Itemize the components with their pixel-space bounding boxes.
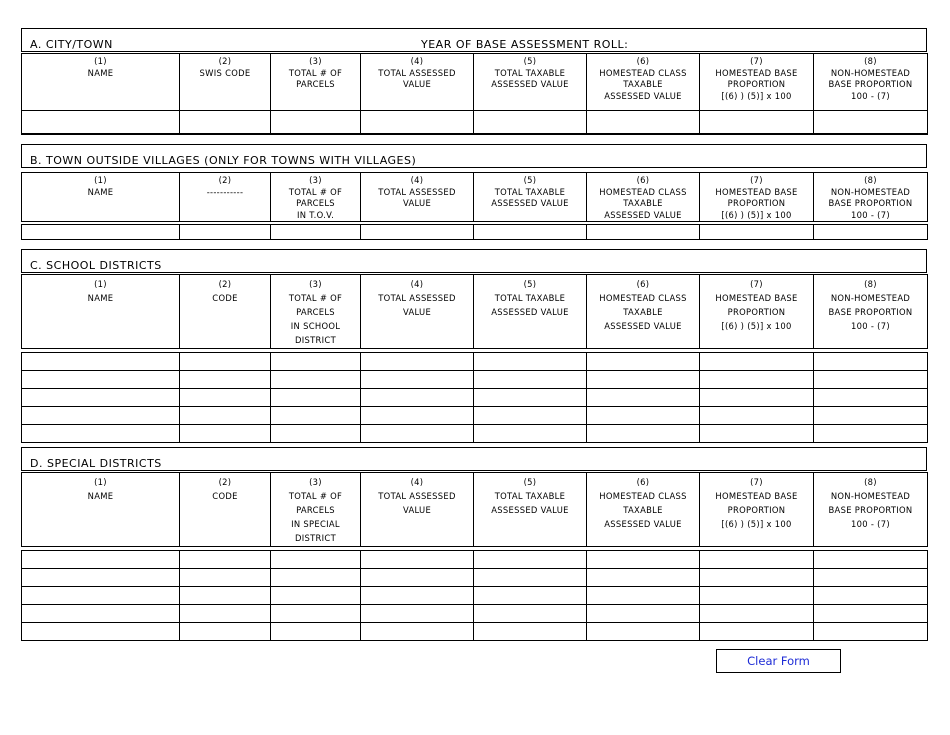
section-d-cell-input[interactable] <box>814 605 928 623</box>
section-c-cell-input[interactable] <box>474 389 587 407</box>
section-c-cell-input[interactable] <box>271 407 361 425</box>
section-d-cell-input[interactable] <box>180 551 271 569</box>
header-line: HOMESTEAD BASE <box>715 293 798 303</box>
header-line: (7) <box>750 279 763 289</box>
header-line: (8) <box>864 56 877 66</box>
section-c-cell-input[interactable] <box>700 353 814 371</box>
header-line: NAME <box>87 293 114 303</box>
section-d-cell-input[interactable] <box>700 569 814 587</box>
section-a-city-town <box>21 28 927 136</box>
section-a-cell-input[interactable] <box>271 111 361 135</box>
header-line: TOTAL TAXABLE <box>494 491 566 501</box>
header-line: NON-HOMESTEAD <box>830 186 911 197</box>
section-d-header <box>21 472 928 547</box>
header-line: HOMESTEAD CLASS <box>599 293 687 303</box>
section-d-cell-input[interactable] <box>361 551 474 569</box>
header-line: NAME <box>87 67 114 78</box>
section-d-cell-input[interactable] <box>361 623 474 641</box>
section-b-cell-input[interactable] <box>700 225 814 240</box>
header-line: TOTAL ASSESSED <box>378 491 456 501</box>
section-d-cell-input[interactable] <box>700 587 814 605</box>
section-b-col-3-header <box>271 173 361 222</box>
header-line: (8) <box>864 279 877 289</box>
section-d-cell-input[interactable] <box>587 623 700 641</box>
section-c-col-5-header <box>474 275 587 349</box>
header-line: CODE <box>212 293 238 303</box>
section-c-cell-input[interactable] <box>22 371 180 389</box>
section-d-cell-input[interactable] <box>271 551 361 569</box>
section-b-rows <box>21 224 928 240</box>
header-line: (8) <box>864 175 877 185</box>
header-line: (2) <box>218 175 232 185</box>
section-d-cell-input[interactable] <box>814 623 928 641</box>
section-c-cell-input[interactable] <box>271 425 361 443</box>
header-line: PARCELS <box>296 505 335 515</box>
section-d-cell-input[interactable] <box>180 587 271 605</box>
table-row <box>22 111 928 135</box>
header-line: (1) <box>94 56 107 66</box>
section-a-title: A. CITY/TOWN <box>30 38 113 51</box>
section-c-col-6-header <box>587 275 700 349</box>
section-c-col-4-header <box>361 275 474 349</box>
section-d-cell-input[interactable] <box>361 569 474 587</box>
header-line: TOTAL ASSESSED <box>378 67 456 78</box>
header-line: 100 - (7) <box>851 209 890 220</box>
table-row <box>22 225 928 240</box>
header-line: (4) <box>410 279 424 289</box>
section-c-header-row <box>22 275 928 349</box>
section-d-cell-input[interactable] <box>271 605 361 623</box>
header-line: CODE <box>212 491 238 501</box>
section-b-title: B. TOWN OUTSIDE VILLAGES (ONLY FOR TOWNS WITH VILLAGES) <box>30 154 417 167</box>
section-d-col-4-header <box>361 473 474 547</box>
header-line: PROPORTION <box>727 198 786 208</box>
header-line: (7) <box>750 56 763 66</box>
header-line: VALUE <box>402 79 432 89</box>
header-line: IN SCHOOL <box>290 321 341 331</box>
section-c-cell-input[interactable] <box>474 407 587 425</box>
section-c-title-bar <box>21 249 927 273</box>
table-row <box>22 353 928 371</box>
header-line: HOMESTEAD CLASS <box>599 491 687 501</box>
section-d-cell-input[interactable] <box>22 587 180 605</box>
section-d-cell-input[interactable] <box>22 623 180 641</box>
section-b-col-6-header <box>587 173 700 222</box>
header-line: ASSESSED VALUE <box>604 209 682 220</box>
section-c-cell-input[interactable] <box>22 389 180 407</box>
section-a-cell-input[interactable] <box>587 111 700 135</box>
section-a-cell-input[interactable] <box>22 111 180 135</box>
header-line: TOTAL # OF <box>288 186 343 197</box>
section-c-cell-input[interactable] <box>271 353 361 371</box>
section-d-col-5-header <box>474 473 587 547</box>
section-c-cell-input[interactable] <box>587 407 700 425</box>
section-c-cell-input[interactable] <box>474 353 587 371</box>
section-b-town-outside-villages <box>21 144 927 240</box>
section-c-cell-input[interactable] <box>700 389 814 407</box>
header-line: 100 - (7) <box>851 90 890 101</box>
section-c-cell-input[interactable] <box>474 371 587 389</box>
section-b-cell-input[interactable] <box>22 225 180 240</box>
section-c-cell-input[interactable] <box>361 407 474 425</box>
header-line: (5) <box>523 477 537 487</box>
header-line: VALUE <box>402 505 432 515</box>
header-line: HOMESTEAD CLASS <box>599 67 687 78</box>
section-d-cell-input[interactable] <box>180 623 271 641</box>
section-c-cell-input[interactable] <box>361 389 474 407</box>
section-b-col-4-header <box>361 173 474 222</box>
section-d-cell-input[interactable] <box>22 605 180 623</box>
header-line: TAXABLE <box>623 198 663 208</box>
section-d-col-1-header <box>22 473 180 547</box>
section-c-cell-input[interactable] <box>700 425 814 443</box>
section-c-cell-input[interactable] <box>22 425 180 443</box>
section-d-cell-input[interactable] <box>700 623 814 641</box>
section-c-cell-input[interactable] <box>180 389 271 407</box>
header-line: TOTAL # OF <box>288 293 343 303</box>
section-b-header-row <box>22 173 928 222</box>
section-d-cell-input[interactable] <box>587 569 700 587</box>
header-line: ASSESSED VALUE <box>604 90 682 101</box>
header-line: PARCELS <box>296 79 335 89</box>
section-b-cell-input[interactable] <box>180 225 271 240</box>
section-b-col-1-header <box>22 173 180 222</box>
section-c-col-3-header <box>271 275 361 349</box>
header-line: TOTAL TAXABLE <box>494 293 566 303</box>
header-line: TOTAL # OF <box>288 67 343 78</box>
section-d-cell-input[interactable] <box>700 605 814 623</box>
header-line: (3) <box>309 279 322 289</box>
header-line: ASSESSED VALUE <box>491 505 569 515</box>
header-line: BASE PROPORTION <box>828 79 913 89</box>
section-d-cell-input[interactable] <box>474 605 587 623</box>
header-line: ASSESSED VALUE <box>491 198 569 208</box>
section-c-cell-input[interactable] <box>814 425 928 443</box>
section-c-cell-input[interactable] <box>587 425 700 443</box>
header-line: (3) <box>309 477 322 487</box>
section-c-cell-input[interactable] <box>361 353 474 371</box>
section-d-cell-input[interactable] <box>474 569 587 587</box>
section-d-cell-input[interactable] <box>180 569 271 587</box>
header-line: HOMESTEAD BASE <box>715 491 798 501</box>
header-line: (7) <box>750 477 763 487</box>
header-line: (6) <box>636 477 650 487</box>
header-line: (4) <box>410 56 424 66</box>
header-line: (5) <box>523 56 537 66</box>
section-d-cell-input[interactable] <box>271 587 361 605</box>
section-d-col-6-header <box>587 473 700 547</box>
section-c-col-8-header <box>814 275 928 349</box>
header-line: PARCELS <box>296 307 335 317</box>
table-row <box>22 605 928 623</box>
header-line: VALUE <box>402 307 432 317</box>
section-d-cell-input[interactable] <box>180 605 271 623</box>
table-row <box>22 389 928 407</box>
section-a-cell-input[interactable] <box>814 111 928 135</box>
header-line: [(6) ) (5)] x 100 <box>721 209 792 220</box>
header-line: (1) <box>94 279 107 289</box>
table-row <box>22 623 928 641</box>
section-c-cell-input[interactable] <box>814 389 928 407</box>
section-a-cell-input[interactable] <box>474 111 587 135</box>
section-a-cell-input[interactable] <box>700 111 814 135</box>
section-c-cell-input[interactable] <box>180 371 271 389</box>
header-line: NON-HOMESTEAD <box>830 491 911 501</box>
header-line: (6) <box>636 175 650 185</box>
header-line: 100 - (7) <box>851 321 890 331</box>
header-line: (5) <box>523 175 537 185</box>
header-line: TAXABLE <box>623 79 663 89</box>
section-c-cell-input[interactable] <box>180 407 271 425</box>
header-line: (1) <box>94 175 107 185</box>
section-c-cell-input[interactable] <box>474 425 587 443</box>
header-line: (8) <box>864 477 877 487</box>
section-c-cell-input[interactable] <box>587 371 700 389</box>
section-b-cell-input[interactable] <box>814 225 928 240</box>
header-line: [(6) ) (5)] x 100 <box>721 90 792 101</box>
table-row <box>22 407 928 425</box>
header-line: (3) <box>309 56 322 66</box>
section-d-header-row <box>22 473 928 547</box>
header-line: BASE PROPORTION <box>828 307 913 317</box>
section-d-cell-input[interactable] <box>271 623 361 641</box>
section-c-cell-input[interactable] <box>700 371 814 389</box>
section-d-col-7-header <box>700 473 814 547</box>
section-d-cell-input[interactable] <box>474 623 587 641</box>
header-line: TOTAL ASSESSED <box>378 293 456 303</box>
header-line: NAME <box>87 491 114 501</box>
header-line: (2) <box>218 279 232 289</box>
section-c-cell-input[interactable] <box>180 353 271 371</box>
section-c-cell-input[interactable] <box>814 407 928 425</box>
table-row <box>22 371 928 389</box>
table-row <box>22 551 928 569</box>
section-c-cell-input[interactable] <box>814 371 928 389</box>
section-c-cell-input[interactable] <box>22 353 180 371</box>
section-b-col-5-header <box>474 173 587 222</box>
clear-form-button[interactable]: Clear Form <box>716 649 841 673</box>
section-d-col-2-header <box>180 473 271 547</box>
section-d-title-bar <box>21 447 927 471</box>
section-d-cell-input[interactable] <box>22 551 180 569</box>
header-line: (7) <box>750 175 763 185</box>
header-line: IN T.O.V. <box>296 209 335 220</box>
section-d-cell-input[interactable] <box>587 551 700 569</box>
section-c-cell-input[interactable] <box>271 389 361 407</box>
section-d-cell-input[interactable] <box>474 587 587 605</box>
header-line: (6) <box>636 56 650 66</box>
header-line: TAXABLE <box>623 505 663 515</box>
section-c-cell-input[interactable] <box>271 371 361 389</box>
table-row <box>22 569 928 587</box>
section-c-title: C. SCHOOL DISTRICTS <box>30 259 162 272</box>
header-line: ASSESSED VALUE <box>491 79 569 89</box>
section-d-cell-input[interactable] <box>814 587 928 605</box>
base-roll-year-label: YEAR OF BASE ASSESSMENT ROLL: <box>421 38 629 51</box>
section-c-cell-input[interactable] <box>587 389 700 407</box>
header-line: TOTAL TAXABLE <box>494 67 566 78</box>
section-c-cell-input[interactable] <box>180 425 271 443</box>
section-b-title-bar <box>21 144 927 168</box>
section-d-cell-input[interactable] <box>587 605 700 623</box>
header-line: [(6) ) (5)] x 100 <box>721 321 792 331</box>
section-d-cell-input[interactable] <box>587 587 700 605</box>
header-line: TAXABLE <box>623 307 663 317</box>
section-c-header <box>21 274 928 349</box>
header-line: (2) <box>218 56 232 66</box>
section-c-col-7-header <box>700 275 814 349</box>
section-d-cell-input[interactable] <box>271 569 361 587</box>
section-d-cell-input[interactable] <box>22 569 180 587</box>
section-a-cell-input[interactable] <box>361 111 474 135</box>
header-line: TOTAL # OF <box>288 491 343 501</box>
table-row <box>22 587 928 605</box>
header-line: IN SPECIAL <box>291 519 340 529</box>
section-d-special-districts <box>21 447 927 637</box>
section-c-cell-input[interactable] <box>700 407 814 425</box>
section-d-title: D. SPECIAL DISTRICTS <box>30 457 162 470</box>
header-line: BASE PROPORTION <box>828 198 913 208</box>
section-c-rows <box>21 352 928 443</box>
header-line: PROPORTION <box>727 505 786 515</box>
header-line: (2) <box>218 477 232 487</box>
header-line: NON-HOMESTEAD <box>830 293 911 303</box>
section-c-col-1-header <box>22 275 180 349</box>
header-line: (4) <box>410 477 424 487</box>
header-line: TOTAL TAXABLE <box>494 186 566 197</box>
section-d-cell-input[interactable] <box>361 587 474 605</box>
section-d-rows <box>21 550 928 641</box>
header-line: DISTRICT <box>294 533 336 543</box>
section-d-cell-input[interactable] <box>361 605 474 623</box>
section-b-header <box>21 172 928 222</box>
header-line: ASSESSED VALUE <box>604 321 682 331</box>
header-line: HOMESTEAD CLASS <box>599 186 687 197</box>
header-line: (5) <box>523 279 537 289</box>
header-line: PROPORTION <box>727 307 786 317</box>
section-b-cell-input[interactable] <box>474 225 587 240</box>
section-a-title-bar <box>21 28 927 52</box>
section-c-cell-input[interactable] <box>361 371 474 389</box>
header-line: BASE PROPORTION <box>828 505 913 515</box>
section-b-cell-input[interactable] <box>361 225 474 240</box>
section-c-school-districts <box>21 249 927 439</box>
header-line: NAME <box>87 186 114 197</box>
header-line: (6) <box>636 279 650 289</box>
header-line: TOTAL ASSESSED <box>378 186 456 197</box>
section-d-col-8-header <box>814 473 928 547</box>
header-line: ASSESSED VALUE <box>604 519 682 529</box>
header-line: 100 - (7) <box>851 519 890 529</box>
section-a-cell-input[interactable] <box>180 111 271 135</box>
section-c-cell-input[interactable] <box>22 407 180 425</box>
section-c-cell-input[interactable] <box>587 353 700 371</box>
section-b-col-2-header <box>180 173 271 222</box>
section-d-cell-input[interactable] <box>700 551 814 569</box>
section-c-cell-input[interactable] <box>814 353 928 371</box>
section-a-rows <box>21 110 928 135</box>
header-line: DISTRICT <box>294 335 336 345</box>
section-b-col-8-header <box>814 173 928 222</box>
section-d-cell-input[interactable] <box>474 551 587 569</box>
header-line: ASSESSED VALUE <box>491 307 569 317</box>
section-c-cell-input[interactable] <box>361 425 474 443</box>
header-line: HOMESTEAD BASE <box>715 186 798 197</box>
header-line: PARCELS <box>296 198 335 208</box>
section-b-col-7-header <box>700 173 814 222</box>
header-line: HOMESTEAD BASE <box>715 67 798 78</box>
header-line: PROPORTION <box>727 79 786 89</box>
section-b-cell-input[interactable] <box>587 225 700 240</box>
header-line: NON-HOMESTEAD <box>830 67 911 78</box>
header-line: VALUE <box>402 198 432 208</box>
section-d-cell-input[interactable] <box>814 551 928 569</box>
section-c-col-2-header <box>180 275 271 349</box>
header-line: (1) <box>94 477 107 487</box>
header-line: [(6) ) (5)] x 100 <box>721 519 792 529</box>
section-d-cell-input[interactable] <box>814 569 928 587</box>
section-d-col-3-header <box>271 473 361 547</box>
section-b-cell-input[interactable] <box>271 225 361 240</box>
table-row <box>22 425 928 443</box>
header-line: ----------- <box>206 186 244 197</box>
header-line: SWIS CODE <box>199 67 251 78</box>
header-line: (3) <box>309 175 322 185</box>
header-line: (4) <box>410 175 424 185</box>
